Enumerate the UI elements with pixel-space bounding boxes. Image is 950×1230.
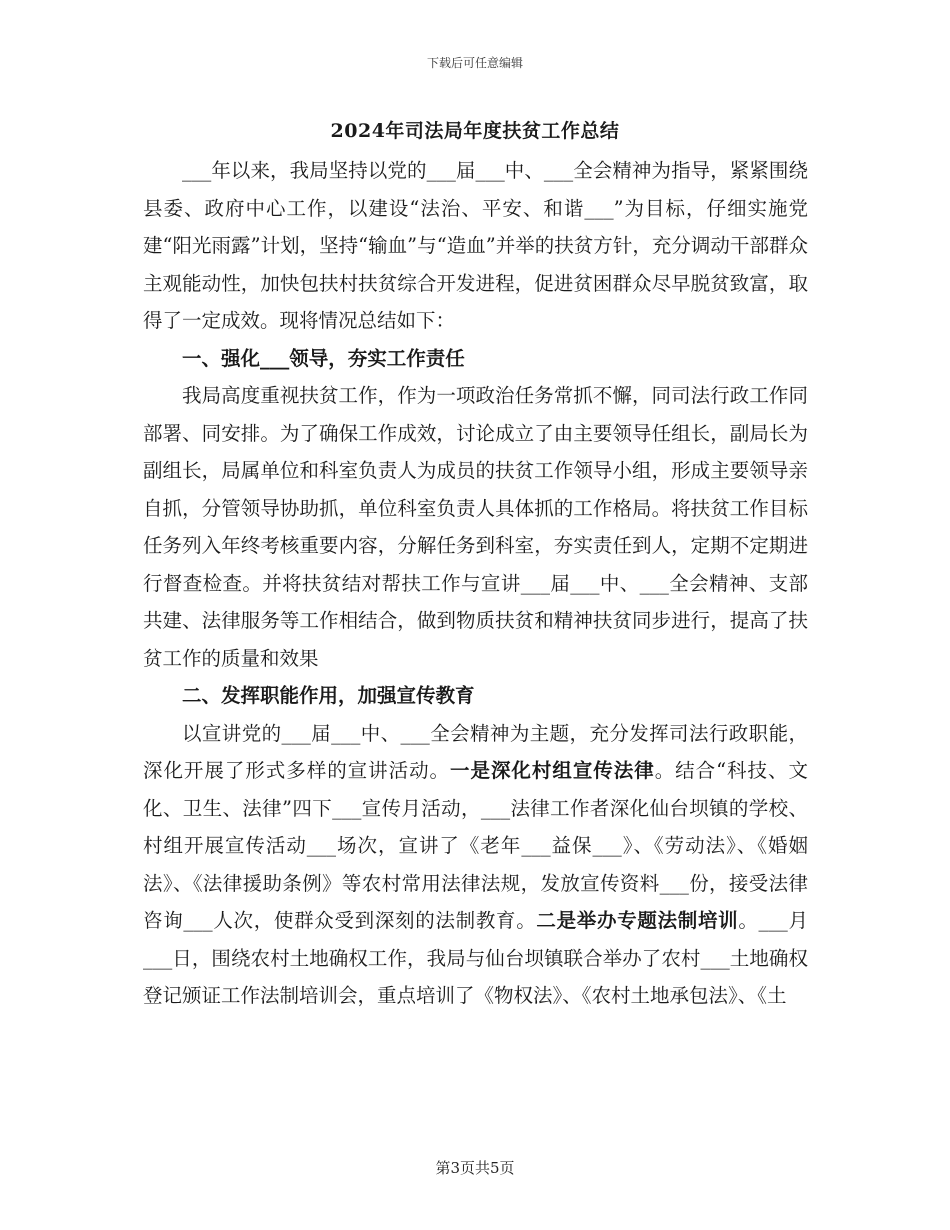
section-2-bold-point-2: 二是举办专题法制培训 — [536, 909, 739, 932]
document-body — [143, 152, 808, 1015]
section-2-text-b: 。结合“科技、文化、卫生、法律”四下___宣传月活动，___法律工作者深化仙台坝镇的学校、村组开展宣传活动___场次，宣讲了《老年___益保___》、《劳动法》、《婚姻法》、《法律援助条例》等农村常用法律法规，发放宣传资料___份，接受法律咨询___人次，使群众受到深刻的法制教育。 — [143, 759, 808, 932]
intro-paragraph: ___年以来，我局坚持以党的___届___中、___全会精神为指导，紧紧围绕县委、政府中心工作，以建设“法治、平安、和谐___”为目标，仔细实施党建“阳光雨露”计划，坚持“输血”与“造血”并举的扶贫方针，充分调动干部群众主观能动性，加快包扶村扶贫综合开发进程，促进贫困群众尽早脱贫致富，取得了一定成效。现将情况总结如下： — [143, 159, 808, 332]
section-2-bold-point-1: 一是深化村组宣传法律 — [450, 759, 655, 782]
section-2-heading: 二、发挥职能作用，加强宣传教育 — [182, 684, 475, 707]
section-2-text-a: 以宣讲党的___届___中、___全会精神为主题，充分发挥司法行政职能，深化开展了形式多样的宣讲活动。 — [143, 721, 808, 782]
document-title: 2024年司法局年度扶贫工作总结 — [330, 120, 620, 142]
section-1-heading: 一、强化___领导，夯实工作责任 — [182, 346, 465, 370]
section-2-paragraph — [143, 715, 808, 1015]
section-1-paragraph: 我局高度重视扶贫工作，作为一项政治任务常抓不懈，同司法行政工作同部署、同安排。为了确保工作成效，讨论成立了由主要领导任组长，副局长为副组长，局属单位和科室负责人为成员的扶贫工作领导小组，形成主要领导亲自抓，分管领导协助抓，单位科室负责人具体抓的工作格局。将扶贫工作目标任务列入年终考核重要内容，分解任务到科室，夯实责任到人，定期不定期进行督查检查。并将扶贫结对帮扶工作与宣讲___届___中、___全会精神、支部共建、法律服务等工作相结合，做到物质扶贫和精神扶贫同步进行，提高了扶贫工作的质量和效果 — [143, 384, 808, 670]
section-2-text-c: 。___月___日，围绕农村土地确权工作，我局与仙台坝镇联合举办了农村___土地确权登记颁证工作法制培训会，重点培训了《物权法》、《农村土地承包法》、《土 — [143, 909, 808, 1007]
page-header-note: 下载后可任意编辑 — [426, 56, 523, 70]
page-number: 第3页共5页 — [435, 1159, 515, 1177]
